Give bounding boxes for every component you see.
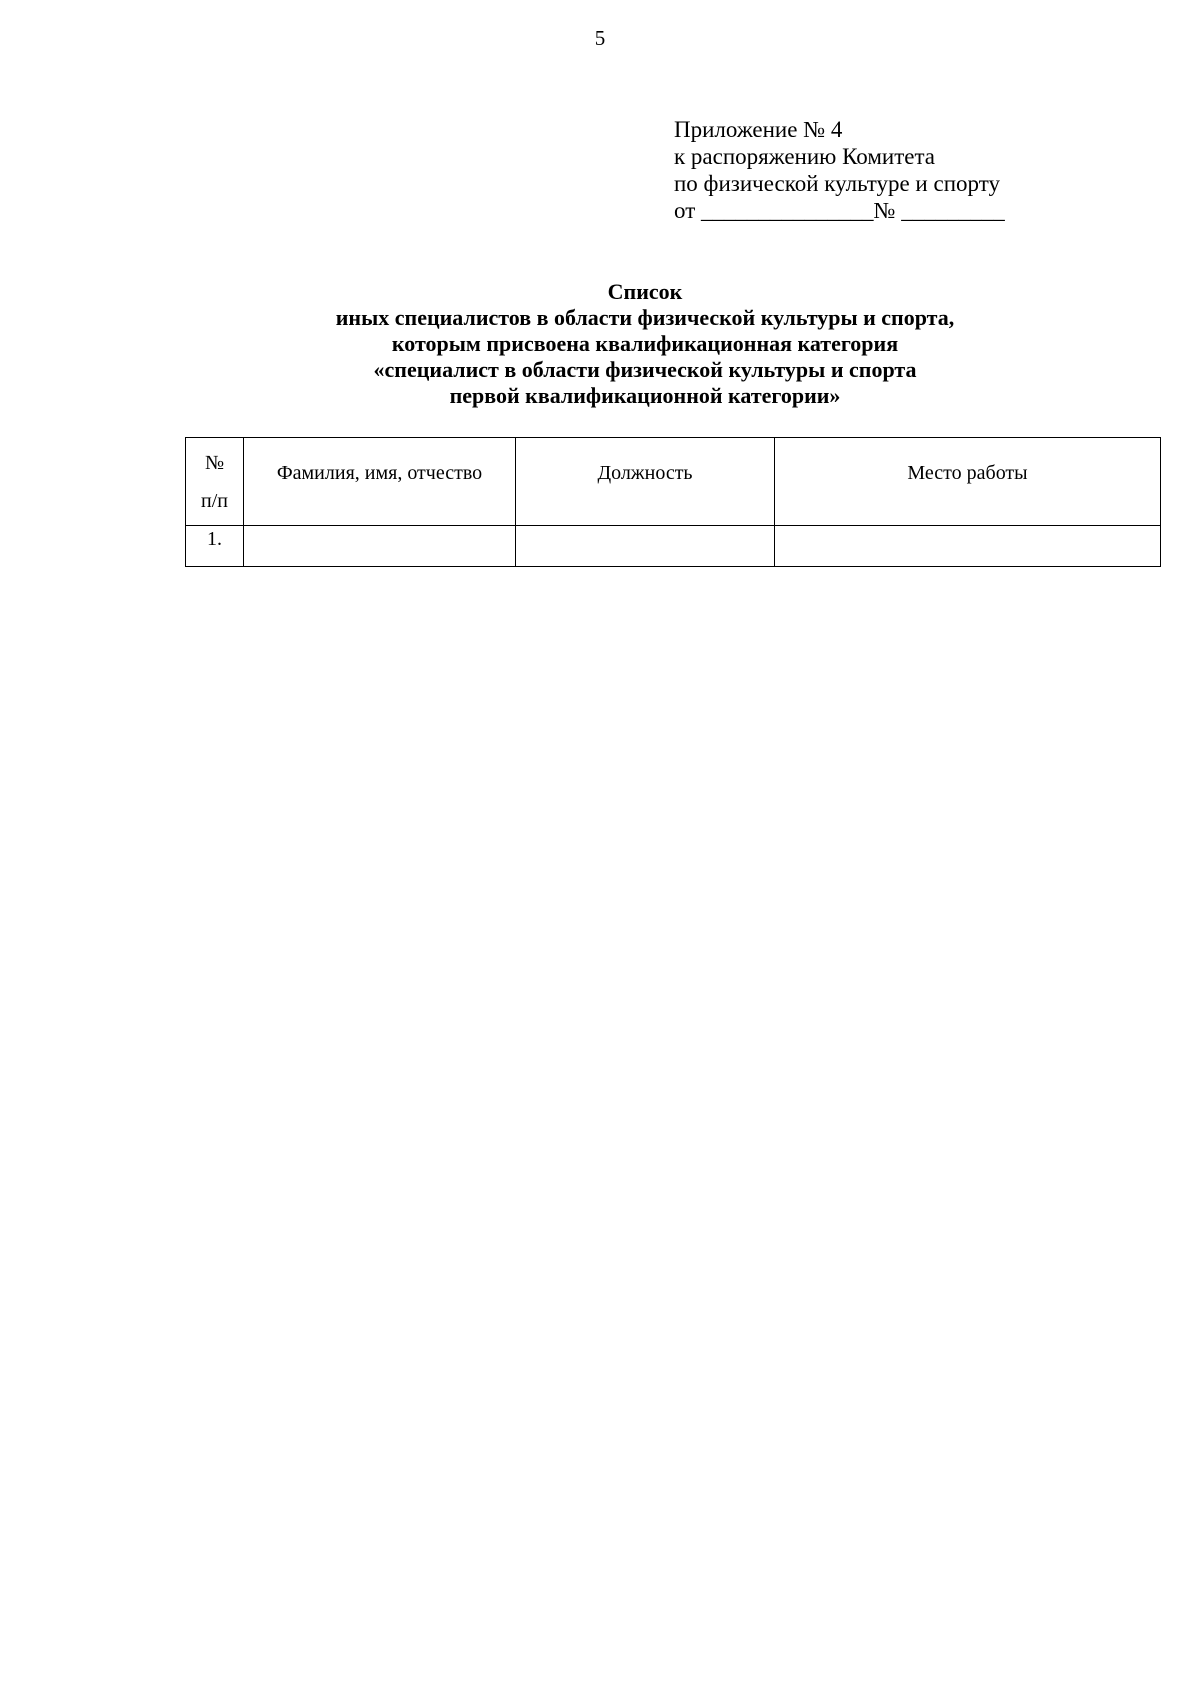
appendix-line-1: Приложение № 4 [674, 117, 843, 142]
title-line-4: «специалист в области физической культуры и спорта [373, 357, 917, 382]
specialists-table [185, 437, 1161, 567]
header-position: Должность [516, 438, 775, 526]
header-workplace: Место работы [775, 438, 1161, 526]
table-row [186, 526, 1161, 567]
page-number: 5 [594, 26, 606, 50]
title-line-5: первой квалификационной категории» [449, 383, 841, 408]
appendix-line-2: к распоряжению Комитета [674, 144, 935, 169]
row-full-name [244, 526, 516, 567]
appendix-line-3: по физической культуре и спорту [674, 171, 1000, 196]
row-position [516, 526, 775, 567]
document-title [0, 279, 1200, 409]
header-full-name: Фамилия, имя, отчество [244, 438, 516, 526]
appendix-block [674, 116, 1005, 224]
header-number-symbol: № [204, 451, 225, 474]
title-line-2: иных специалистов в области физической культуры и спорта, [335, 305, 955, 330]
header-number [186, 438, 244, 526]
header-number-pp: п/п [201, 489, 228, 512]
row-number: 1. [186, 526, 244, 567]
title-line-1: Список [607, 279, 683, 304]
title-line-3: которым присвоена квалификационная категория [391, 331, 899, 356]
table-header-row [186, 438, 1161, 526]
appendix-line-4: от _______________№ _________ [674, 198, 1005, 223]
row-workplace [775, 526, 1161, 567]
